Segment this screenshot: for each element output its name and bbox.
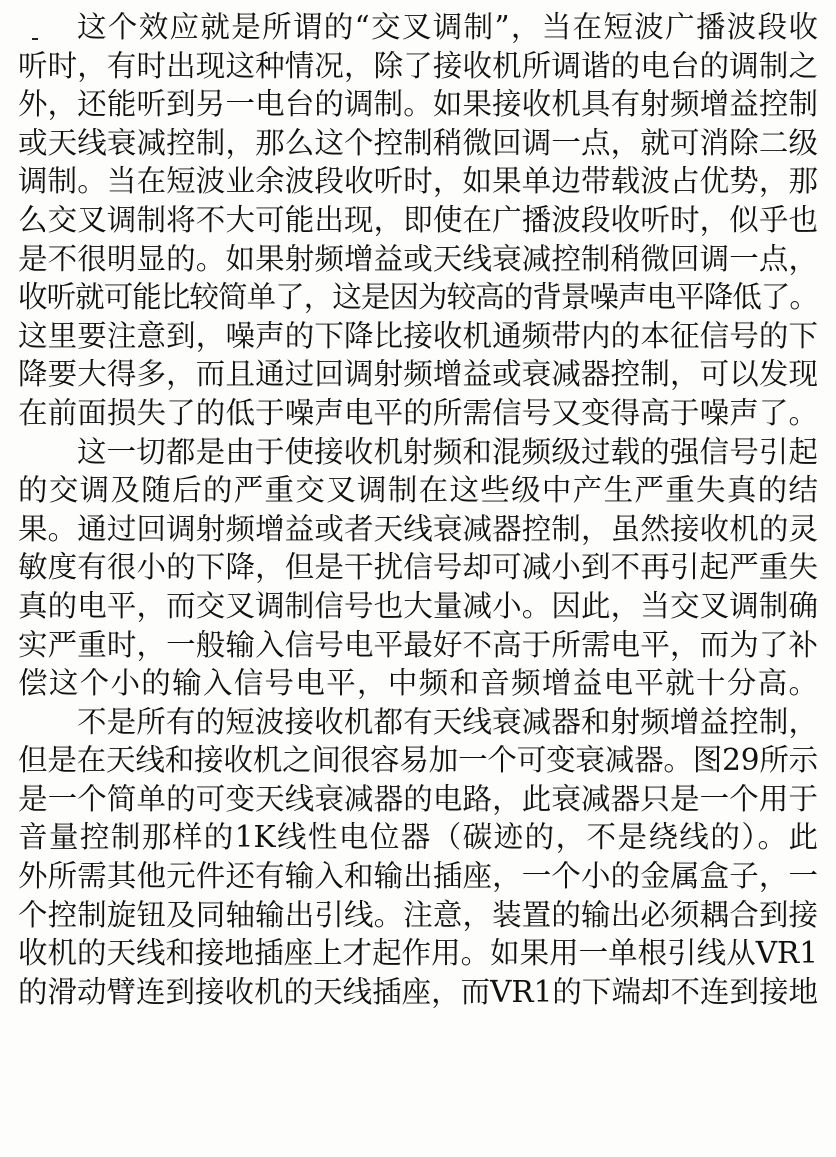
text-line: 真的电平，而交叉调制信号也大量减小。因此，当交叉调制确 xyxy=(18,588,818,623)
paragraph-2 xyxy=(18,433,818,703)
text-line: 果。通过回调射频增益或者天线衰减器控制，虽然接收机的灵 xyxy=(18,511,818,546)
text-line: 在前面损失了的低于噪声电平的所需信号又变得高于噪声了。 xyxy=(18,395,818,430)
text-line: 这一切都是由于使接收机射频和混频级过载的强信号引起 xyxy=(77,434,818,469)
text-line: 听时，有时出现这种情况，除了接收机所调谐的电台的调制之 xyxy=(18,48,818,83)
text-line: 实严重时，一般输入信号电平最好不高于所需电平，而为了补 xyxy=(18,627,818,662)
text-line: 外所需其他元件还有输入和输出插座，一个小的金属盒子，一 xyxy=(18,859,818,894)
text-line: 降要大得多，而且通过回调射频增益或衰减器控制，可以发现 xyxy=(18,357,818,392)
text-line: 不是所有的短波接收机都有天线衰减器和射频增益控制， xyxy=(77,704,818,739)
text-line: 但是在天线和接收机之间很容易加一个可变衰减器。图29所示 xyxy=(18,743,818,778)
text-line: 调制。当在短波业余波段收听时，如果单边带载波占优势，那 xyxy=(18,164,818,199)
text-line: 这里要注意到，噪声的下降比接收机通频带内的本征信号的下 xyxy=(18,318,818,353)
text-line: 个控制旋钮及同轴输出引线。注意，装置的输出必须耦合到接 xyxy=(18,897,818,932)
text-line: 音量控制那样的1K线性电位器（碳迹的，不是绕线的）。此 xyxy=(18,820,818,855)
text-line: 偿这个小的输入信号电平，中频和音频增益电平就十分高。 xyxy=(18,666,818,701)
text-line: 外，还能听到另一电台的调制。如果接收机具有射频增益控制 xyxy=(18,87,818,122)
text-line: 是一个简单的可变天线衰减器的电路，此衰减器只是一个用于 xyxy=(18,781,818,816)
text-line: 或天线衰减控制，那么这个控制稍微回调一点，就可消除二级 xyxy=(18,125,818,160)
text-line: 收机的天线和接地插座上才起作用。如果用一单根引线从VR1 xyxy=(18,936,818,971)
text-line: 的滑动臂连到接收机的天线插座，而VR1的下端却不连到接地 xyxy=(18,974,818,1009)
text-line: 的交调及随后的严重交叉调制在这些级中产生严重失真的结 xyxy=(18,473,818,508)
paragraph-1 xyxy=(18,8,818,433)
text-line: 这个效应就是所谓的“交叉调制”，当在短波广播波段收 xyxy=(77,10,818,44)
body-text xyxy=(18,8,818,1011)
text-line: 收听就可能比较简单了，这是因为较高的背景噪声电平降低了。 xyxy=(18,280,818,315)
text-line: 是不很明显的。如果射频增益或天线衰减控制稍微回调一点， xyxy=(18,241,818,276)
paragraph-3 xyxy=(18,703,818,1012)
text-line: 么交叉调制将不大可能出现，即使在广播波段收听时，似乎也 xyxy=(18,202,818,237)
text-line: 敏度有很小的下降，但是干扰信号却可减小到不再引起严重失 xyxy=(18,550,818,585)
